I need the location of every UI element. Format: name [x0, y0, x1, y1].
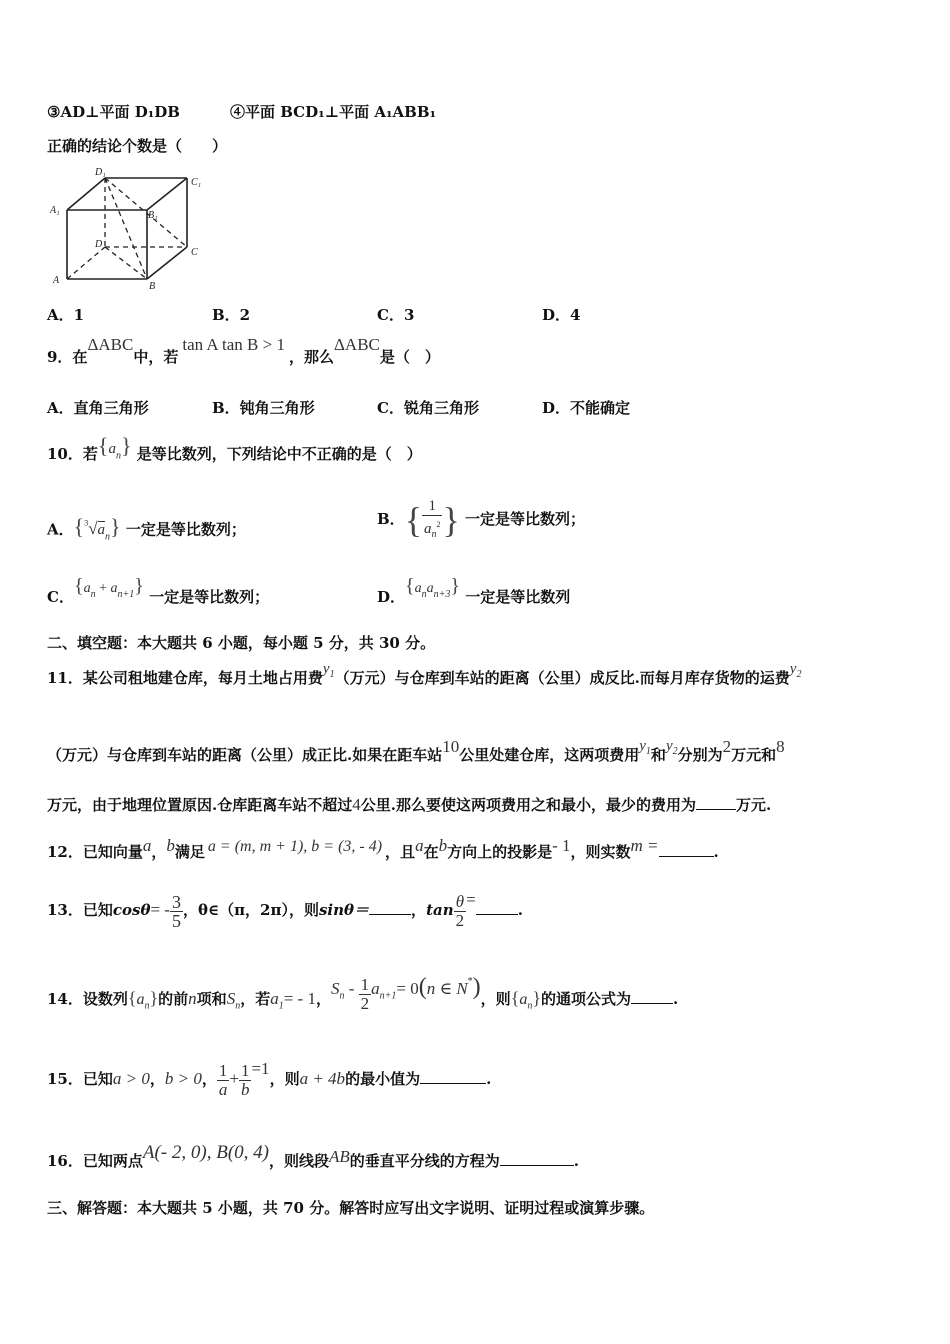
- label-d1: D₁: [95, 167, 106, 178]
- q9-option-d: D．不能确定: [542, 399, 631, 417]
- q8-prompt: 正确的结论个数是（ ）: [47, 137, 228, 155]
- q9-stem: [47, 335, 440, 374]
- label-a1: A₁: [50, 205, 60, 216]
- edge-ad: [67, 247, 105, 279]
- q10-option-d: D．$\{a_na_{n+3}\}$ 一定是等比数列: [377, 575, 571, 606]
- q11-line-1: 11．某公司租地建仓库，每月土地占用费$y_1$（万元）与仓库到车站的距离（公里）成反比.而每月库存货物的运费$y_2$: [47, 661, 802, 687]
- q8-option-b: B．2: [212, 306, 251, 324]
- q9-condition: tan A tan B > 1: [182, 335, 285, 354]
- q10-text: 是等比数列，下列结论中不正确的是（ ）: [136, 445, 422, 463]
- q16-stem: 16．已知两点A(- 2, 0), B(0, 4)，则线段AB的垂直平分线的方程为 .: [47, 1142, 580, 1170]
- q9-number: 9．在: [47, 348, 88, 366]
- q11-line-3: 万元，由于地理位置原因.仓库距离车站不超过4公里.那么要使这两项费用之和最小，最少的费用为 万元.: [47, 795, 772, 814]
- label-b1: B₁: [148, 210, 158, 221]
- section-3-heading: 三、解答题：本大题共 5 小题，共 70 分。解答时应写出文字说明、证明过程或演算步骤。: [47, 1199, 655, 1217]
- q10-option-a: A．$\{^3√a_n\}$ 一定是等比数列；: [47, 514, 246, 543]
- q10-option-b: B．{ $\frac{1}{a_n^2}$ } 一定是等比数列；: [377, 497, 585, 540]
- q11-line-2: （万元）与仓库到车站的距离（公里）成正比.如果在距车站10公里处建仓库，这两项费用$y_1$和$y_2$分别为2万元和8: [47, 737, 785, 764]
- q9-mid: 中，若: [133, 348, 179, 366]
- section-2-heading: 二、填空题：本大题共 6 小题，每小题 5 分，共 30 分。: [47, 634, 436, 652]
- q8-option-a: A．1: [47, 306, 85, 324]
- q9-option-a: A．直角三角形: [47, 399, 149, 417]
- edge-a1d1: [67, 178, 105, 210]
- edge-b1c1: [147, 178, 187, 210]
- q11-answer-blank[interactable]: [696, 795, 736, 810]
- q12-answer-blank[interactable]: [659, 842, 714, 857]
- cube-figure: [45, 165, 215, 295]
- q16-answer-blank[interactable]: [500, 1151, 574, 1166]
- q9-option-b: B．钝角三角形: [212, 399, 315, 417]
- q9-then: ，那么: [288, 348, 334, 366]
- diag-d1b: [105, 178, 147, 279]
- q8-statement-4: ④平面 BCD₁⊥平面 A₁ABB₁: [230, 103, 437, 121]
- q9-option-c: C．锐角三角形: [377, 399, 479, 417]
- q9-end: 是（ ）: [379, 348, 440, 366]
- q10-option-c: C．$\{a_n + a_{n+1}\}$ 一定是等比数列；: [47, 575, 270, 606]
- q9-triangle-1: ΔABC: [87, 335, 134, 354]
- q14-answer-blank[interactable]: [631, 989, 673, 1004]
- q9-triangle-2: ΔABC: [333, 335, 380, 354]
- q8-option-c: C．3: [377, 306, 415, 324]
- label-a: A: [53, 275, 60, 286]
- label-c: C: [191, 247, 198, 258]
- q8-option-d: D．4: [542, 306, 581, 324]
- q10-stem: [47, 433, 422, 478]
- q13-stem: 13．已知cosθ= - $\frac{3}{5}$ ，θ∈（π，2π），则sinθ＝ ，tan $\frac{\theta}{2}$ =.: [47, 890, 523, 931]
- q13-tan-blank[interactable]: [476, 900, 518, 915]
- q15-answer-blank[interactable]: [420, 1069, 486, 1084]
- edge-bc: [147, 247, 187, 279]
- q15-stem: 15．已知a > 0，b > 0， $\frac{1}{a}$ + $\frac{1}{b}$ =1，则a + 4b的最小值为 .: [47, 1059, 492, 1099]
- q10-seq: $\{a_n\}$: [97, 433, 132, 462]
- q13-sin-blank[interactable]: [369, 900, 411, 915]
- q10-number: 10．若: [47, 445, 98, 463]
- label-c1: C₁: [191, 177, 202, 188]
- label-d: D: [95, 239, 103, 250]
- label-b: B: [149, 281, 156, 292]
- q14-stem: 14．设数列$\{a_n\}$的前n项和$S_n$，若$a_1= - 1$，$S_n$ - $\frac{1}{2}$ $a_{n+1}= 0(n$ ∈ N*)，则$\{a_n\}$的通项公式为 .: [47, 974, 679, 1013]
- q12-stem: 12．已知向量a，b满足 a = (m, m + 1), b = (3, - 4) ，且a在b方向上的投影是- 1，则实数m = .: [47, 836, 719, 861]
- q8-statement-3: ③AD⊥平面 D₁DB: [47, 103, 180, 121]
